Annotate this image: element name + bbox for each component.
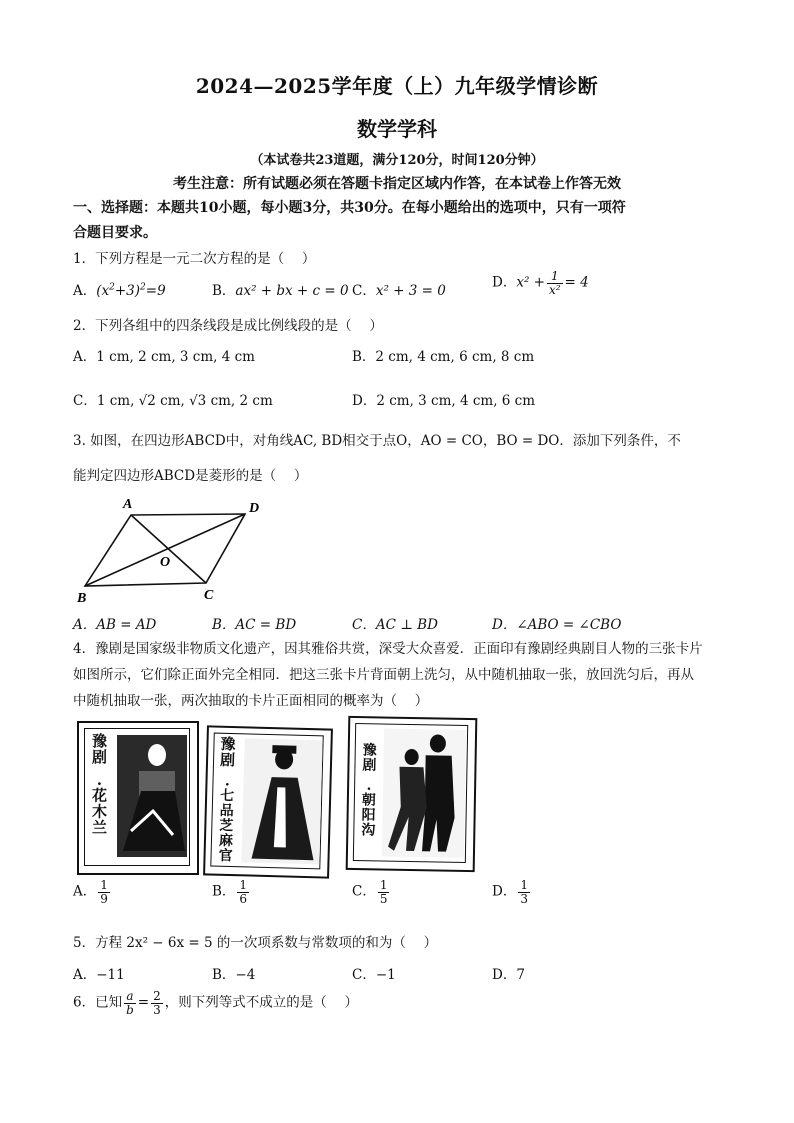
q1-option-a: A．$(x^2+3)^2=9$ <box>73 282 166 299</box>
vertex-label-c: C <box>204 588 214 603</box>
q5-option-c: C．−1 <box>352 967 396 983</box>
subject-title: 数学学科 <box>357 117 437 141</box>
q4-a-label: A． <box>73 883 97 900</box>
q1-stem: 1．下列方程是一元二次方程的是（ ） <box>73 251 316 267</box>
q1-b-expr: ax² + bx + c = 0 <box>235 283 349 299</box>
q4-option-a <box>73 879 112 905</box>
q4-b-fraction: $\frac{1}{6}$ <box>239 878 248 906</box>
q1-c-label: C． <box>352 283 376 299</box>
card3-label-bottom: ·朝阳沟 <box>359 786 377 838</box>
q6-fraction-ab: $\frac{a}{b}$ <box>126 989 134 1017</box>
q2-option-c: C．1 cm, √2 cm, √3 cm, 2 cm <box>73 393 273 409</box>
q1-a-expr-pre: (x <box>96 283 110 299</box>
q1-a-label: A． <box>73 283 97 299</box>
q1-d-label: D． <box>492 274 517 291</box>
card2-figure-image <box>239 736 324 866</box>
q3-option-d: D．∠ABO = ∠CBO <box>492 617 622 633</box>
q1-option-d <box>492 270 589 296</box>
card1-label-top: 豫剧 <box>90 733 108 765</box>
q3-option-a: A．AB = AD <box>73 617 157 633</box>
vertex-label-d: D <box>249 501 260 516</box>
q1-d-expr-post: = 4 <box>564 274 589 291</box>
q4-option-c <box>352 879 391 905</box>
vertex-label-a: A <box>123 497 133 512</box>
q1-a-expr-mid: +3) <box>114 283 141 299</box>
card2-label-top: 豫剧 <box>217 735 237 769</box>
opera-card-hua-mulan <box>77 721 199 875</box>
card2-label-bottom: ·七品芝麻官 <box>216 781 235 863</box>
q6-equals: = <box>137 994 150 1011</box>
section-heading-line2: 合题目要求。 <box>73 225 157 241</box>
q2-option-d: D．2 cm, 3 cm, 4 cm, 6 cm <box>352 393 536 409</box>
q2-stem: 2．下列各组中的四条线段是成比例线段的是（ ） <box>73 318 383 334</box>
q4-c-label: C． <box>352 883 376 900</box>
q3-option-c: C．AC ⊥ BD <box>352 617 438 633</box>
q1-a-expr-post: =9 <box>145 283 166 299</box>
card3-figure-image <box>380 726 468 859</box>
q3-stem-line2: 能判定四边形ABCD是菱形的是（ ） <box>73 468 308 484</box>
q1-d-fraction: $\frac{1}{\text{x²}}$ <box>548 269 561 297</box>
exam-title: 2024—2025学年度（上）九年级学情诊断 <box>195 74 599 98</box>
q2-option-a: A．1 cm, 2 cm, 3 cm, 4 cm <box>73 349 255 365</box>
exam-notice: 考生注意：所有试题必须在答题卡指定区域内作答，在本试卷上作答无效 <box>173 176 621 192</box>
q4-stem-line2: 如图所示，它们除正面外完全相同．把这三张卡片背面朝上洗匀，从中随机抽取一张，放回洗匀后，再从 <box>73 667 694 683</box>
card3-label-top: 豫剧 <box>360 742 377 773</box>
q3-option-b: B．AC = BD <box>212 617 297 633</box>
q4-d-label: D． <box>492 883 517 900</box>
q6-fraction-23: $\frac{2}{3}$ <box>153 989 161 1017</box>
q1-option-b <box>212 279 349 299</box>
exam-info: （本试卷共23道题，满分120分，时间120分钟） <box>250 153 544 168</box>
card1-label-bottom: ·花木兰 <box>90 781 108 836</box>
q4-option-b <box>212 879 251 905</box>
center-label-o: O <box>160 555 171 570</box>
q5-option-b: B．−4 <box>212 967 256 983</box>
vertex-label-b: B <box>77 591 87 606</box>
q6-stem-pre: 6．已知 <box>73 994 123 1011</box>
q6-stem-post: ，则下列等式不成立的是（ ） <box>164 994 359 1011</box>
q3-stem-line1: 3. 如图，在四边形ABCD中，对角线AC, BD相交于点O，AO = CO，BO = DO．添加下列条件，不 <box>73 433 681 449</box>
q4-d-fraction: $\frac{1}{3}$ <box>520 878 528 906</box>
q2-option-b: B．2 cm, 4 cm, 6 cm, 8 cm <box>352 349 535 365</box>
q5-option-d: D．7 <box>492 967 525 983</box>
section-heading-line1: 一、选择题：本题共10小题，每小题3分，共30分。在每小题给出的选项中，只有一项符 <box>73 200 626 216</box>
q1-c-expr: x² + 3 = 0 <box>375 283 446 299</box>
opera-card-chaoyanggou <box>346 716 478 872</box>
q6-stem <box>73 990 358 1016</box>
q1-d-expr-pre: x² + <box>516 274 545 291</box>
card1-figure-image <box>113 731 191 861</box>
q4-stem-line3: 中随机抽取一张，两次抽取的卡片正面相同的概率为（ ） <box>73 693 429 709</box>
q5-option-a: A．−11 <box>73 967 125 983</box>
opera-card-qipin-zhimaguan <box>203 725 333 878</box>
q1-option-c <box>352 279 446 299</box>
q4-b-label: B． <box>212 883 236 900</box>
q3-quadrilateral-figure <box>73 490 273 608</box>
q4-option-d <box>492 879 532 905</box>
q4-a-fraction: $\frac{1}{9}$ <box>100 878 108 906</box>
q5-stem: 5．方程 2x² − 6x = 5 的一次项系数与常数项的和为（ ） <box>73 935 438 951</box>
q4-c-fraction: $\frac{1}{5}$ <box>379 878 388 906</box>
q4-stem-line1: 4．豫剧是国家级非物质文化遗产，因其雅俗共赏，深受大众喜爱．正面印有豫剧经典剧目人物的三张卡片 <box>73 641 703 657</box>
q1-b-label: B． <box>212 283 236 299</box>
